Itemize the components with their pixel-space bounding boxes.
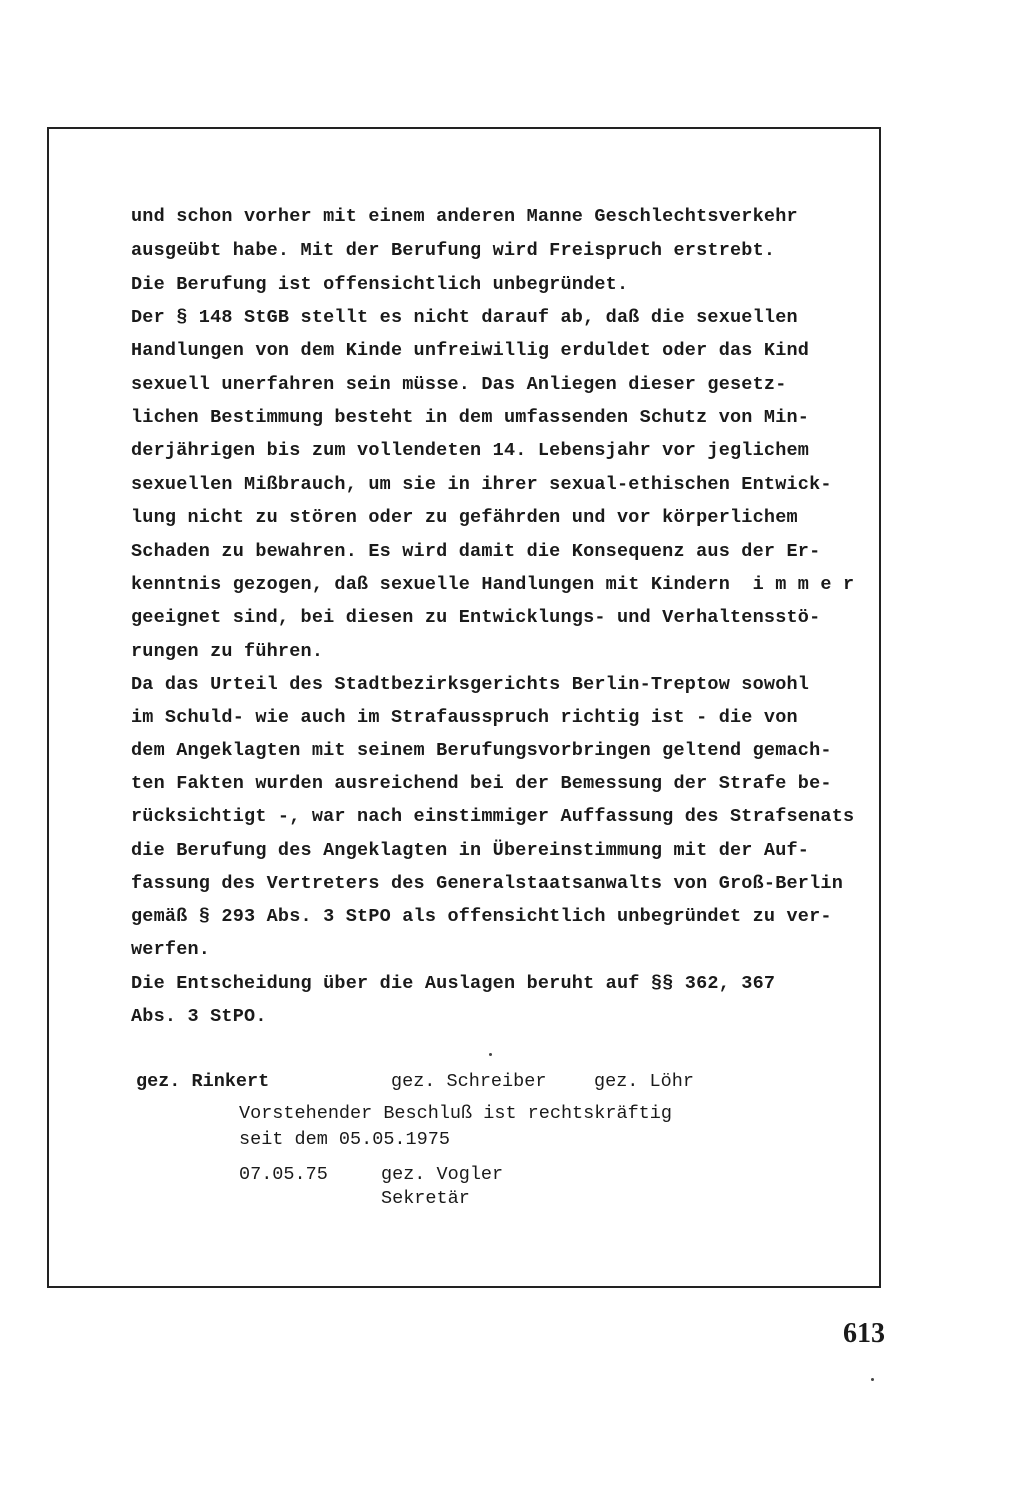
text-line: kenntnis gezogen, daß sexuelle Handlungen mit Kindern i m m e r bbox=[131, 574, 855, 595]
text-line: geeignet sind, bei diesen zu Entwicklungs- und Verhaltensstö- bbox=[131, 607, 821, 628]
text-line: Schaden zu bewahren. Es wird damit die Konsequenz aus der Er- bbox=[131, 541, 821, 562]
text-line: fassung des Vertreters des Generalstaatsanwalts von Groß-Berlin bbox=[131, 873, 844, 894]
text-line: Abs. 3 StPO. bbox=[131, 1006, 267, 1027]
text-line: sexuell unerfahren sein müsse. Das Anliegen dieser gesetz- bbox=[131, 374, 787, 395]
judge-signature-loehr: gez. Löhr bbox=[594, 1071, 694, 1092]
text-line: gemäß § 293 Abs. 3 StPO als offensichtlich unbegründet zu ver- bbox=[131, 906, 832, 927]
text-line: lichen Bestimmung besteht in dem umfassenden Schutz von Min- bbox=[131, 407, 810, 428]
text-line: die Berufung des Angeklagten in Übereinstimmung mit der Auf- bbox=[131, 840, 810, 861]
secretary-title: Sekretär bbox=[381, 1188, 470, 1209]
certification-date: 07.05.75 bbox=[239, 1164, 328, 1185]
text-line: rücksichtigt -, war nach einstimmiger Auffassung des Strafsenats bbox=[131, 806, 855, 827]
text-line: Da das Urteil des Stadtbezirksgerichts Berlin-Treptow sowohl bbox=[131, 674, 810, 695]
text-line: und schon vorher mit einem anderen Manne Geschlechtsverkehr bbox=[131, 206, 798, 227]
page-number: 613 bbox=[843, 1318, 885, 1349]
judge-signature-rinkert: gez. Rinkert bbox=[136, 1071, 270, 1092]
ink-speck bbox=[871, 1378, 874, 1381]
text-line: ausgeübt habe. Mit der Berufung wird Freispruch erstrebt. bbox=[131, 240, 776, 261]
text-line: ten Fakten wurden ausreichend bei der Bemessung der Strafe be- bbox=[131, 773, 832, 794]
text-line: werfen. bbox=[131, 939, 211, 960]
text-line: Der § 148 StGB stellt es nicht darauf ab, daß die sexuellen bbox=[131, 307, 798, 328]
text-line: Die Berufung ist offensichtlich unbegründet. bbox=[131, 274, 629, 295]
text-line: derjährigen bis zum vollendeten 14. Lebensjahr vor jeglichem bbox=[131, 440, 810, 461]
text-line: rungen zu führen. bbox=[131, 641, 324, 662]
finality-note-line2: seit dem 05.05.1975 bbox=[239, 1129, 450, 1150]
secretary-signature: gez. Vogler bbox=[381, 1164, 504, 1185]
judge-signature-schreiber: gez. Schreiber bbox=[391, 1071, 547, 1092]
text-line: dem Angeklagten mit seinem Berufungsvorbringen geltend gemach- bbox=[131, 740, 832, 761]
text-line: sexuellen Mißbrauch, um sie in ihrer sexual-ethischen Entwick- bbox=[131, 474, 832, 495]
finality-note-line1: Vorstehender Beschluß ist rechtskräftig bbox=[239, 1103, 672, 1124]
ink-speck bbox=[489, 1053, 492, 1056]
text-line: Die Entscheidung über die Auslagen beruht auf §§ 362, 367 bbox=[131, 973, 776, 994]
text-line: Handlungen von dem Kinde unfreiwillig erduldet oder das Kind bbox=[131, 340, 810, 361]
text-line: lung nicht zu stören oder zu gefährden und vor körperlichem bbox=[131, 507, 798, 528]
text-line: im Schuld- wie auch im Strafausspruch richtig ist - die von bbox=[131, 707, 798, 728]
